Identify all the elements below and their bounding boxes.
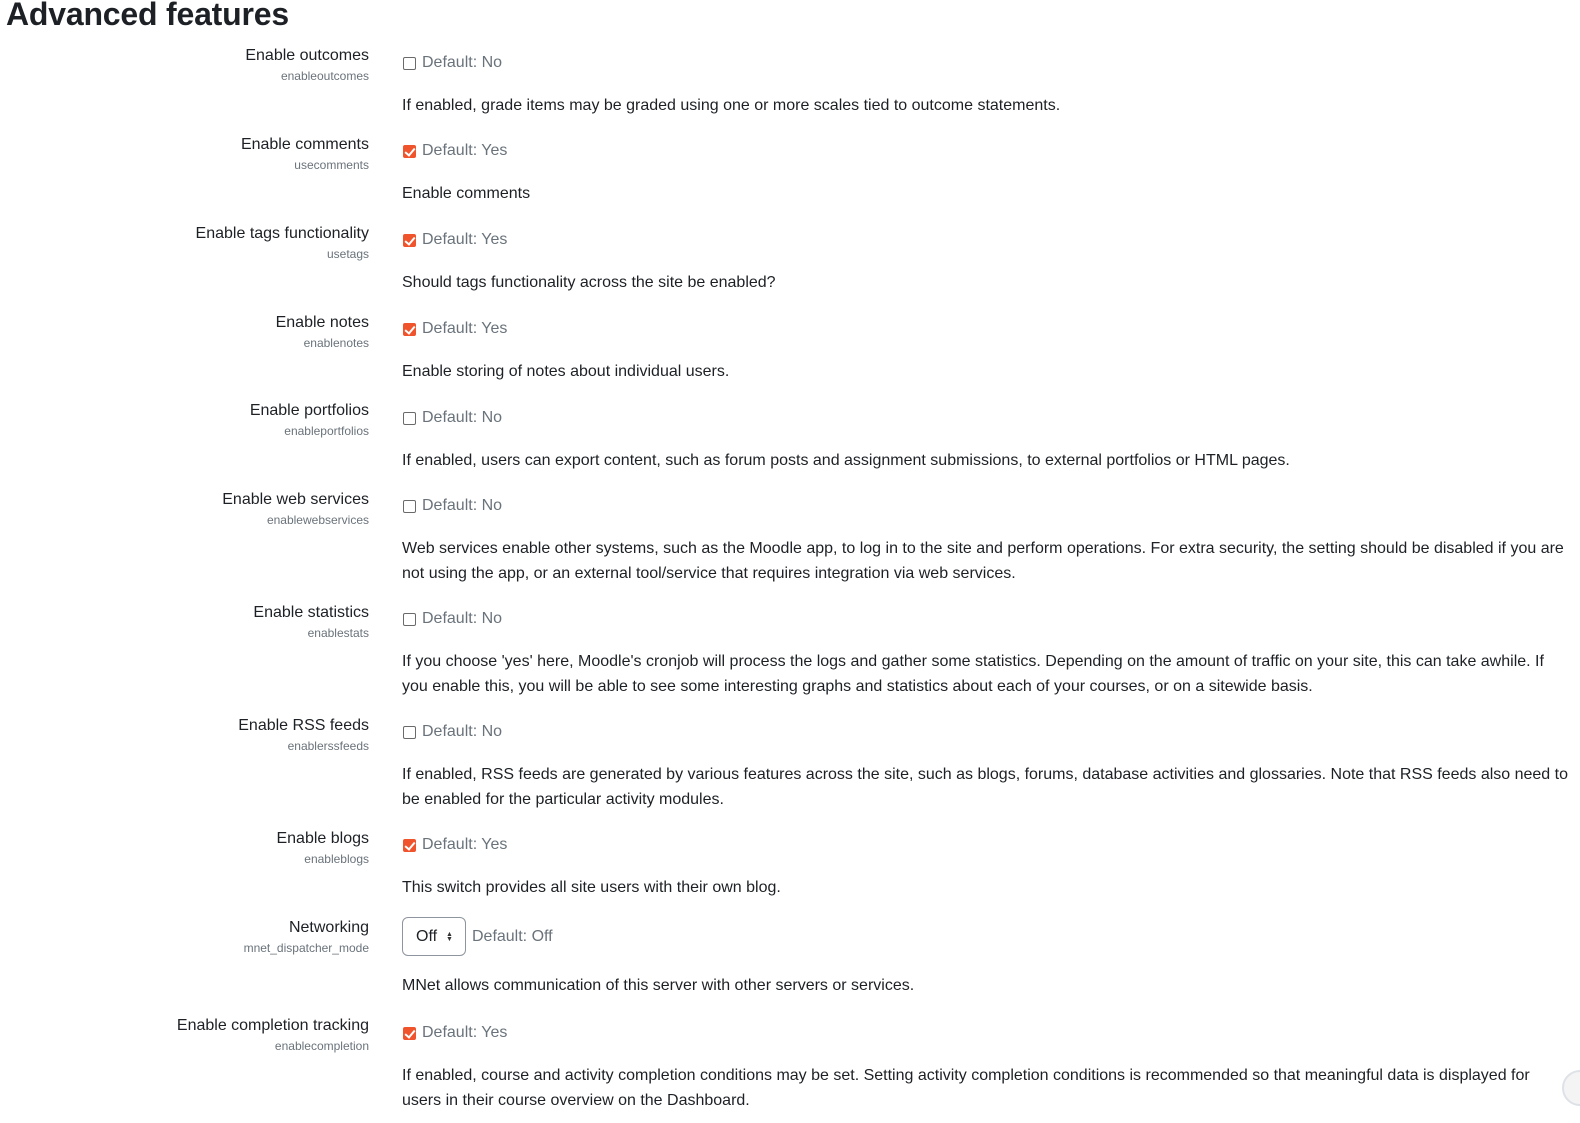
setting-description: Web services enable other systems, such as the Moodle app, to log in to the site and perform operations. For extra security, the setting should be disabled if you are not using the app, or an external tool/service that requires integration via web services.: [402, 540, 1564, 582]
setting-description: Enable storing of notes about individual users.: [402, 363, 730, 380]
setting-key: enableportfolios: [284, 424, 369, 438]
setting-key: enablenotes: [303, 336, 369, 350]
default-value: Default: Yes: [422, 231, 508, 248]
setting-description: This switch provides all site users with their own blog.: [402, 879, 781, 896]
usetags-checkbox[interactable]: [403, 234, 416, 247]
setting-label: [0, 1016, 369, 1054]
enablenotes-checkbox[interactable]: [403, 323, 416, 336]
usecomments-checkbox[interactable]: [403, 145, 416, 158]
setting-description: If you choose 'yes' here, Moodle's cronjob will process the logs and gather some statistics. Depending on the amount of traffic on your site, this can take awhile. If you enable this, you will be able to see some interesting graphs and statistics about each of your courses, or on a sitewide basis.: [402, 653, 1544, 695]
setting-title: Enable blogs: [276, 830, 369, 847]
enablewebservices-checkbox[interactable]: [403, 500, 416, 513]
setting-title: Enable statistics: [253, 604, 369, 621]
setting-description: If enabled, RSS feeds are generated by various features across the site, such as blogs, forums, database activities and glossaries. Note that RSS feeds also need to be enabled for the particular activity modules.: [402, 766, 1568, 808]
default-value: Default: Yes: [422, 836, 508, 853]
setting-key: enablewebservices: [266, 513, 369, 527]
select-arrows-icon: ▲ ▼: [446, 930, 453, 943]
default-value: Default: Yes: [422, 142, 508, 159]
enableblogs-checkbox[interactable]: [403, 839, 416, 852]
setting-title: Enable comments: [240, 136, 369, 153]
setting-description: If enabled, course and activity completion conditions may be set. Setting activity completion conditions is recommended so that meaningful data is displayed for users in their course overview on the Dashboard.: [402, 1067, 1530, 1109]
setting-title: Enable web services: [222, 491, 369, 508]
default-value: Default: No: [422, 497, 503, 514]
enablestats-checkbox[interactable]: [403, 613, 416, 626]
setting-key: enablerssfeeds: [287, 739, 369, 753]
setting-description: If enabled, grade items may be graded using one or more scales tied to outcome statements.: [402, 97, 1061, 114]
setting-label: [0, 490, 369, 528]
default-value: Default: No: [422, 723, 503, 740]
setting-key: enablestats: [307, 626, 369, 640]
setting-label: [0, 313, 369, 351]
setting-title: Enable RSS feeds: [238, 717, 369, 734]
page-title: Advanced features: [6, 0, 289, 32]
setting-label: [0, 716, 369, 754]
default-value: Default: Yes: [422, 320, 508, 337]
select-value: Off: [416, 927, 438, 945]
setting-key: enablecompletion: [274, 1039, 369, 1053]
setting-key: mnet_dispatcher_mode: [243, 941, 369, 955]
setting-description: If enabled, users can export content, such as forum posts and assignment submissions, to external portfolios or HTML pages.: [402, 452, 1290, 469]
setting-description: Enable comments: [402, 185, 531, 202]
setting-title: Enable portfolios: [249, 402, 369, 419]
enableoutcomes-checkbox[interactable]: [403, 57, 416, 70]
setting-label: [0, 224, 369, 262]
networking-select[interactable]: [402, 917, 466, 956]
setting-key: usetags: [326, 247, 369, 261]
setting-title: Enable completion tracking: [176, 1017, 369, 1034]
default-value: Default: No: [422, 610, 503, 627]
enablerssfeeds-checkbox[interactable]: [403, 726, 416, 739]
setting-label: [0, 135, 369, 173]
setting-label: [0, 46, 369, 84]
default-value: Default: Yes: [422, 1024, 508, 1041]
setting-label: [0, 829, 369, 867]
default-value: Default: Off: [471, 927, 553, 945]
setting-label: [0, 603, 369, 641]
setting-key: enableoutcomes: [280, 69, 369, 83]
default-value: Default: No: [422, 54, 503, 71]
enableportfolios-checkbox[interactable]: [403, 412, 416, 425]
setting-description: MNet allows communication of this server with other servers or services.: [402, 977, 915, 994]
enablecompletion-checkbox[interactable]: [403, 1027, 416, 1040]
setting-title: Networking: [288, 919, 369, 936]
setting-title: Enable tags functionality: [195, 225, 369, 242]
setting-key: usecomments: [294, 158, 369, 172]
setting-label: [0, 401, 369, 439]
setting-title: Enable notes: [275, 314, 369, 331]
setting-label: [0, 918, 369, 956]
setting-description: Should tags functionality across the site be enabled?: [402, 274, 776, 291]
setting-title: Enable outcomes: [245, 47, 369, 64]
default-value: Default: No: [422, 409, 503, 426]
setting-key: enableblogs: [304, 852, 369, 866]
